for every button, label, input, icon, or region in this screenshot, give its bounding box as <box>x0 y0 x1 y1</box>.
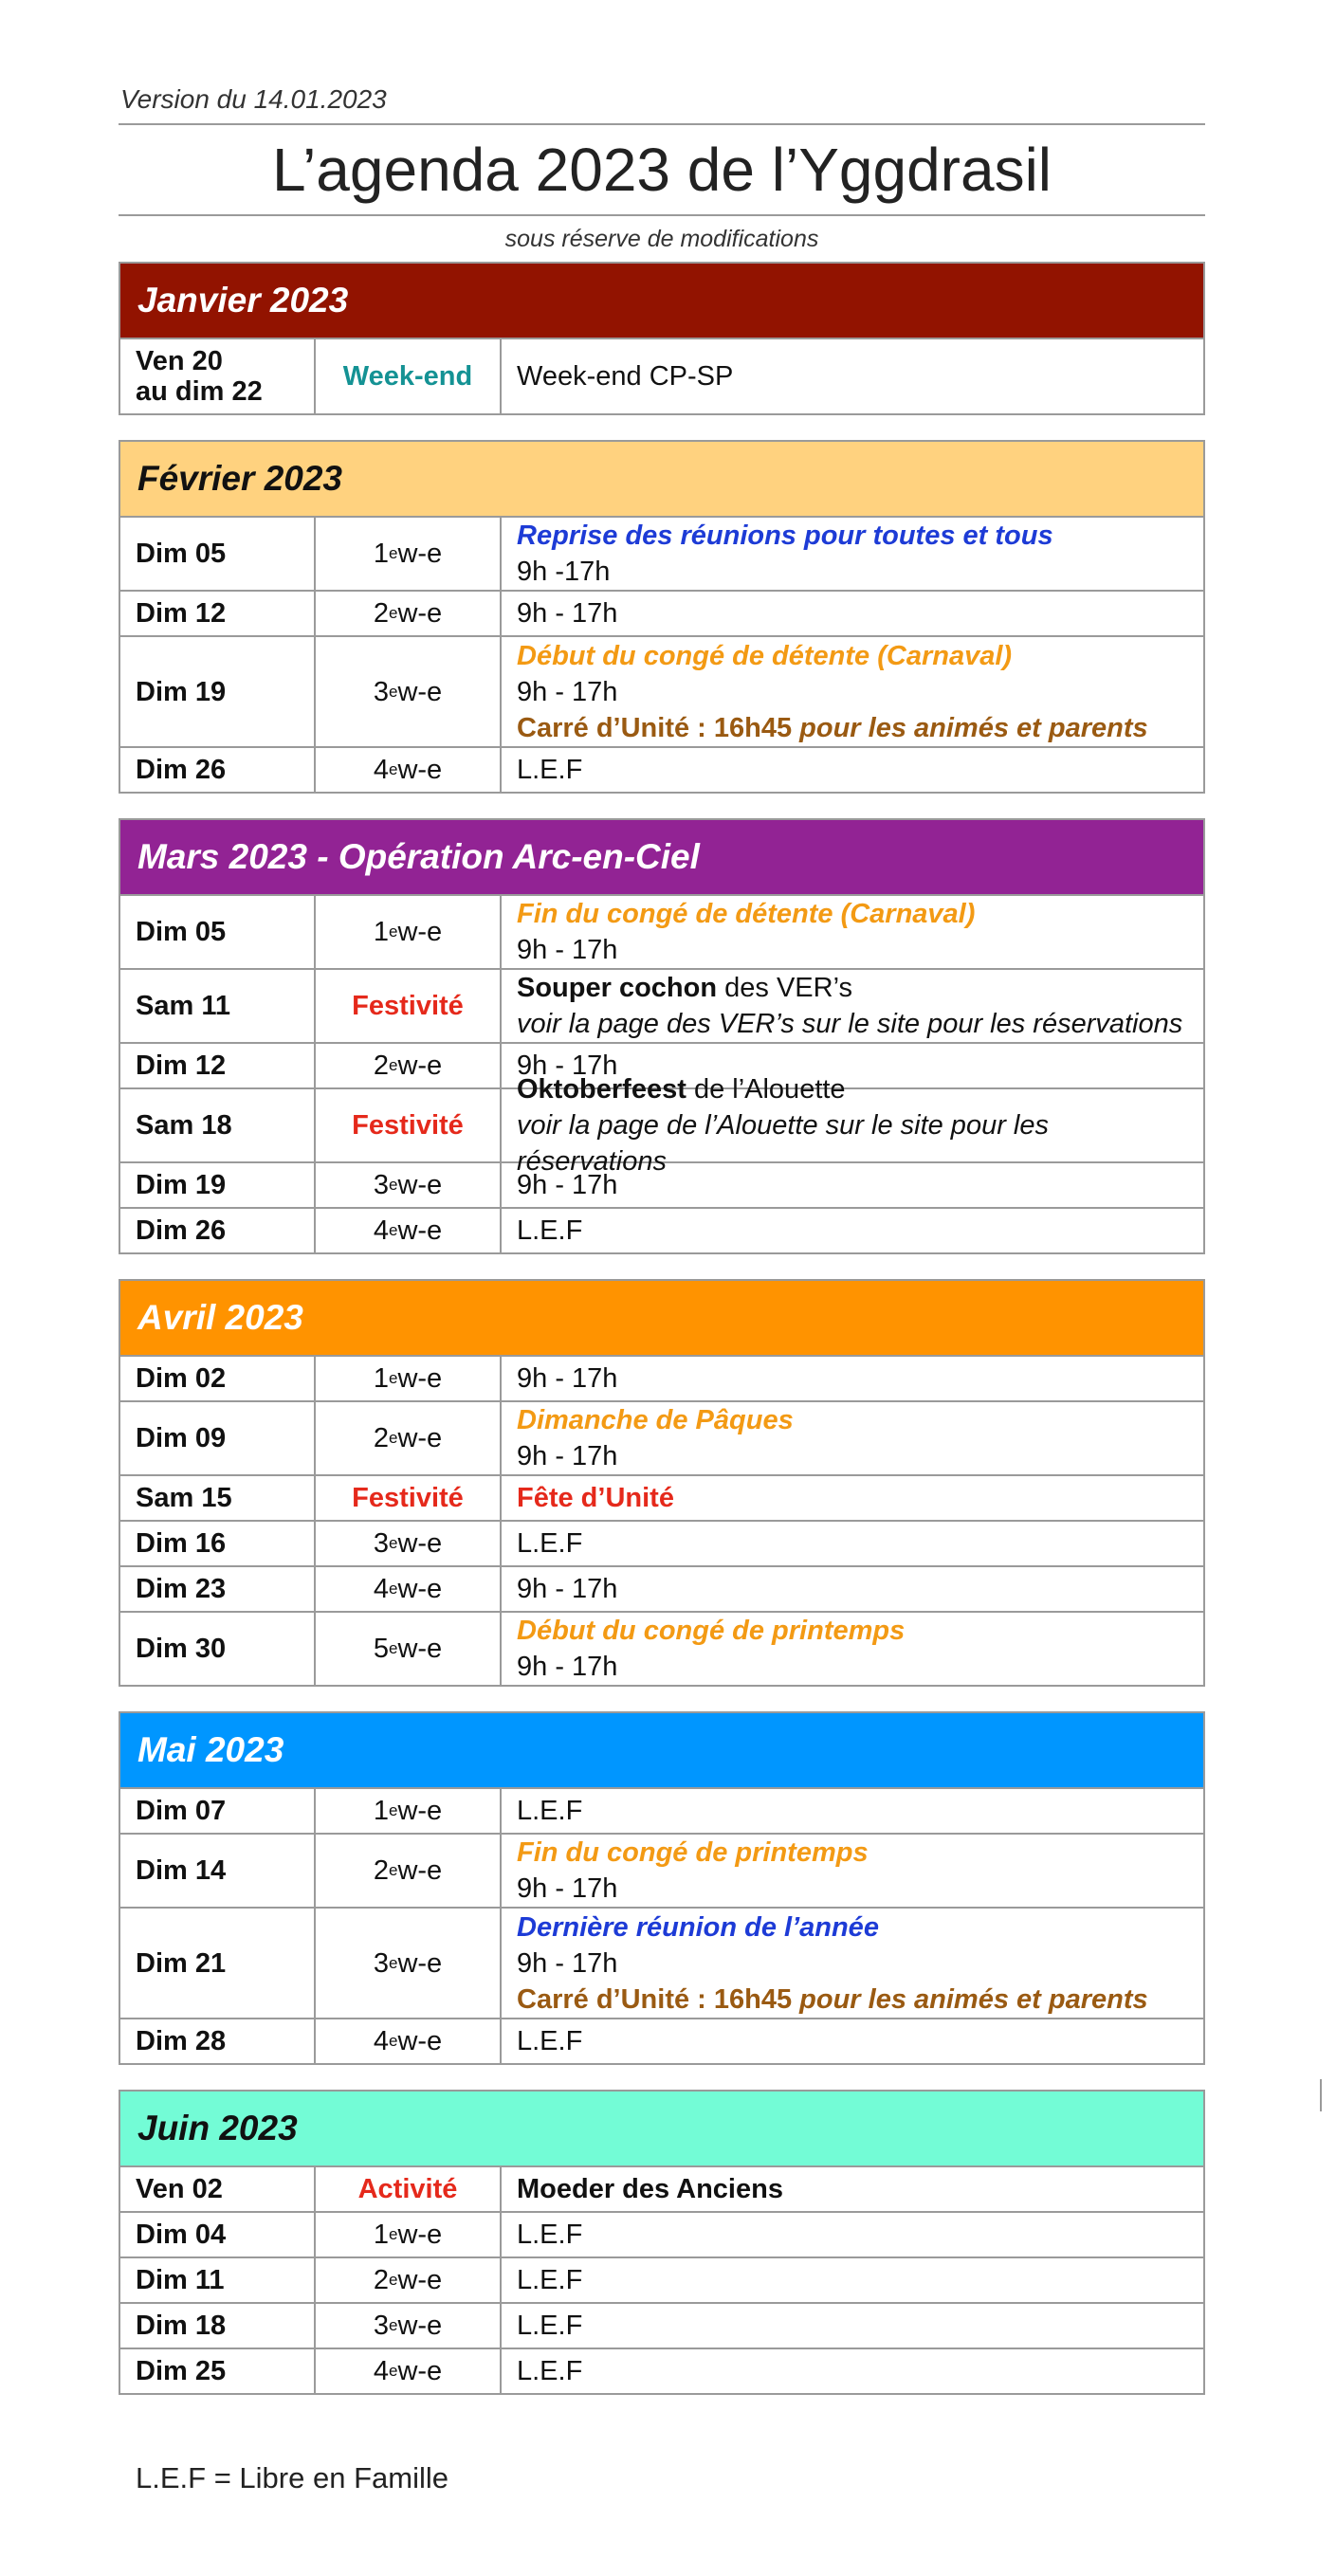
weekend-cell: 3 e w-e <box>316 637 502 746</box>
event-line: Carré d’Unité : 16h45 pour les animés et parents <box>517 1983 1148 2015</box>
weekend-cell: 4 e w-e <box>316 2349 502 2393</box>
event-line: Fin du congé de printemps <box>517 1837 869 1868</box>
table-row <box>120 2302 1203 2348</box>
day-cell: Dim 19 <box>120 1163 316 1207</box>
event-line: Fête d’Unité <box>517 1483 674 1513</box>
event-line: 9h - 17h <box>517 1873 618 1904</box>
weekend-cell: 1 e w-e <box>316 1357 502 1400</box>
event-line: L.E.F <box>517 2220 583 2250</box>
event-line: Début du congé de printemps <box>517 1616 906 1646</box>
month-header: Juin 2023 <box>120 2092 1203 2165</box>
type-cell: Festivité <box>316 970 502 1042</box>
event-cell <box>502 1567 1203 1611</box>
event-line: Reprise des réunions pour toutes et tous <box>517 521 1053 551</box>
table-row <box>120 1520 1203 1565</box>
type-cell: Week-end <box>316 339 502 413</box>
event-line: 9h - 17h <box>517 935 618 965</box>
event-line: 9h - 17h <box>517 1652 618 1682</box>
day-cell: Dim 02 <box>120 1357 316 1400</box>
day-cell: Dim 16 <box>120 1522 316 1565</box>
day-cell: Dim 23 <box>120 1567 316 1611</box>
event-cell <box>502 2304 1203 2348</box>
event-line: Moeder des Anciens <box>517 2174 783 2204</box>
month-header: Mai 2023 <box>120 1713 1203 1787</box>
type-cell: Festivité <box>316 1476 502 1520</box>
event-line: 9h - 17h <box>517 1574 618 1604</box>
event-line: L.E.F <box>517 1528 583 1559</box>
event-cell <box>502 637 1203 746</box>
table-row <box>120 1787 1203 1833</box>
month-janvier <box>119 262 1205 415</box>
weekend-cell: 1 e w-e <box>316 2213 502 2256</box>
weekend-cell: 1 e w-e <box>316 1789 502 1833</box>
event-line: 9h - 17h <box>517 1947 618 1979</box>
page-title: L’agenda 2023 de l’Yggdrasil <box>272 136 1052 204</box>
page-subtitle: sous réserve de modifications <box>504 226 819 252</box>
month-mars <box>119 818 1205 1254</box>
weekend-cell: 1 e w-e <box>316 896 502 968</box>
day-cell: Dim 25 <box>120 2349 316 2393</box>
event-line: Dimanche de Pâques <box>517 1405 794 1435</box>
day-cell: Dim 14 <box>120 1835 316 1907</box>
day-cell: Dim 05 <box>120 518 316 590</box>
table-row <box>120 1400 1203 1474</box>
month-header: Avril 2023 <box>120 1281 1203 1355</box>
table-row <box>120 746 1203 792</box>
event-cell <box>502 1163 1203 1207</box>
table-row <box>120 590 1203 635</box>
day-cell: Dim 19 <box>120 637 316 746</box>
event-line: Week-end CP-SP <box>517 361 734 392</box>
type-cell: Festivité <box>316 1089 502 1161</box>
event-line: 9h - 17h <box>517 676 618 707</box>
event-cell <box>502 518 1203 590</box>
month-header: Janvier 2023 <box>120 264 1203 338</box>
day-cell: Dim 05 <box>120 896 316 968</box>
event-line: L.E.F <box>517 2356 583 2386</box>
table-row <box>120 1161 1203 1207</box>
weekend-cell: 4 e w-e <box>316 2019 502 2063</box>
day-cell: Dim 11 <box>120 2258 316 2302</box>
event-cell <box>502 1357 1203 1400</box>
event-line: L.E.F <box>517 2265 583 2295</box>
weekend-cell: 4 e w-e <box>316 1567 502 1611</box>
month-mai <box>119 1711 1205 2065</box>
event-cell <box>502 592 1203 635</box>
weekend-cell: 4 e w-e <box>316 1209 502 1252</box>
month-header: Février 2023 <box>120 442 1203 516</box>
month-juin <box>119 2090 1205 2395</box>
event-cell <box>502 1909 1203 2018</box>
table-row <box>120 2348 1203 2393</box>
page-edge-mark <box>1320 2079 1322 2111</box>
table-row <box>120 1207 1203 1252</box>
event-line: 9h - 17h <box>517 1441 618 1471</box>
weekend-cell: 2 e w-e <box>316 2258 502 2302</box>
weekend-cell: 5 e w-e <box>316 1613 502 1685</box>
table-row <box>120 1833 1203 1907</box>
event-line: Carré d’Unité : 16h45 pour les animés et parents <box>517 712 1148 743</box>
weekend-cell: 2 e w-e <box>316 1044 502 1087</box>
event-line: L.E.F <box>517 1215 583 1246</box>
event-cell <box>502 1476 1203 1520</box>
day-cell: Ven 02 <box>120 2167 316 2211</box>
event-line: 9h - 17h <box>517 598 618 629</box>
table-row <box>120 516 1203 590</box>
day-cell: Dim 12 <box>120 592 316 635</box>
month-header: Mars 2023 - Opération Arc-en-Ciel <box>120 820 1203 894</box>
weekend-cell: 3 e w-e <box>316 2304 502 2348</box>
event-cell <box>502 1522 1203 1565</box>
table-row <box>120 1074 1203 1177</box>
day-cell: Dim 09 <box>120 1402 316 1474</box>
version-label: Version du 14.01.2023 <box>120 84 387 114</box>
event-cell <box>502 1835 1203 1907</box>
day-cell: Dim 12 <box>120 1044 316 1087</box>
table-row <box>120 968 1203 1042</box>
weekend-cell: 3 e w-e <box>316 1909 502 2018</box>
event-cell <box>502 1074 1203 1177</box>
day-cell: Dim 28 <box>120 2019 316 2063</box>
weekend-cell: 1 e w-e <box>316 518 502 590</box>
day-cell: Sam 11 <box>120 970 316 1042</box>
event-line: L.E.F <box>517 2026 583 2056</box>
event-line: voir la page de l’Alouette sur le site pour les réservations <box>517 1110 1049 1177</box>
event-line: Souper cochon des VER’s <box>517 973 852 1003</box>
event-cell <box>502 2349 1203 2393</box>
day-cell: Dim 30 <box>120 1613 316 1685</box>
table-row <box>120 2165 1203 2211</box>
table-row <box>120 338 1203 413</box>
legend-text: = Libre en Famille <box>206 2461 448 2494</box>
table-row <box>120 1907 1203 2018</box>
event-line: L.E.F <box>517 755 583 785</box>
event-line: L.E.F <box>517 1796 583 1826</box>
event-cell <box>502 1789 1203 1833</box>
day-cell: Ven 20 au dim 22 <box>120 339 316 413</box>
table-row <box>120 1474 1203 1520</box>
table-row <box>120 1355 1203 1400</box>
event-cell <box>502 2213 1203 2256</box>
event-cell <box>502 1613 1203 1685</box>
day-cell: Dim 21 <box>120 1909 316 2018</box>
table-row <box>120 2018 1203 2063</box>
day-cell: Dim 07 <box>120 1789 316 1833</box>
month-avril <box>119 1279 1205 1687</box>
event-line: 9h - 17h <box>517 1170 618 1200</box>
event-line: L.E.F <box>517 2311 583 2341</box>
event-cell <box>502 896 1203 968</box>
legend <box>136 2461 448 2495</box>
day-cell: Dim 26 <box>120 748 316 792</box>
event-line: 9h -17h <box>517 557 611 587</box>
event-line: Dernière réunion de l’année <box>517 1911 879 1943</box>
day-cell: Dim 04 <box>120 2213 316 2256</box>
event-line: Début du congé de détente (Carnaval) <box>517 640 1013 671</box>
agenda-page <box>119 76 1205 2420</box>
day-cell: Dim 18 <box>120 2304 316 2348</box>
event-cell <box>502 970 1203 1042</box>
table-row <box>120 635 1203 746</box>
day-cell: Sam 15 <box>120 1476 316 1520</box>
event-cell <box>502 2258 1203 2302</box>
weekend-cell: 2 e w-e <box>316 1402 502 1474</box>
weekend-cell: 3 e w-e <box>316 1163 502 1207</box>
event-cell <box>502 1402 1203 1474</box>
table-row <box>120 1565 1203 1611</box>
weekend-cell: 2 e w-e <box>316 592 502 635</box>
weekend-cell: 2 e w-e <box>316 1835 502 1907</box>
type-cell: Activité <box>316 2167 502 2211</box>
day-cell: Dim 26 <box>120 1209 316 1252</box>
table-row <box>120 2211 1203 2256</box>
table-row <box>120 2256 1203 2302</box>
event-cell <box>502 2019 1203 2063</box>
event-cell <box>502 748 1203 792</box>
table-row <box>120 1611 1203 1685</box>
event-line: 9h - 17h <box>517 1363 618 1394</box>
table-row <box>120 894 1203 968</box>
day-cell: Sam 18 <box>120 1089 316 1161</box>
event-cell <box>502 339 1203 413</box>
weekend-cell: 3 e w-e <box>316 1522 502 1565</box>
legend-abbr: L.E.F <box>136 2461 207 2494</box>
event-cell <box>502 1209 1203 1252</box>
event-line: 9h - 17h <box>517 1050 618 1081</box>
event-line: Oktoberfeest de l’Alouette <box>517 1074 846 1105</box>
event-line: voir la page des VER’s sur le site pour les réservations <box>517 1009 1183 1039</box>
weekend-cell: 4 e w-e <box>316 748 502 792</box>
month-fevrier <box>119 440 1205 794</box>
event-line: Fin du congé de détente (Carnaval) <box>517 899 976 929</box>
event-cell <box>502 2167 1203 2211</box>
